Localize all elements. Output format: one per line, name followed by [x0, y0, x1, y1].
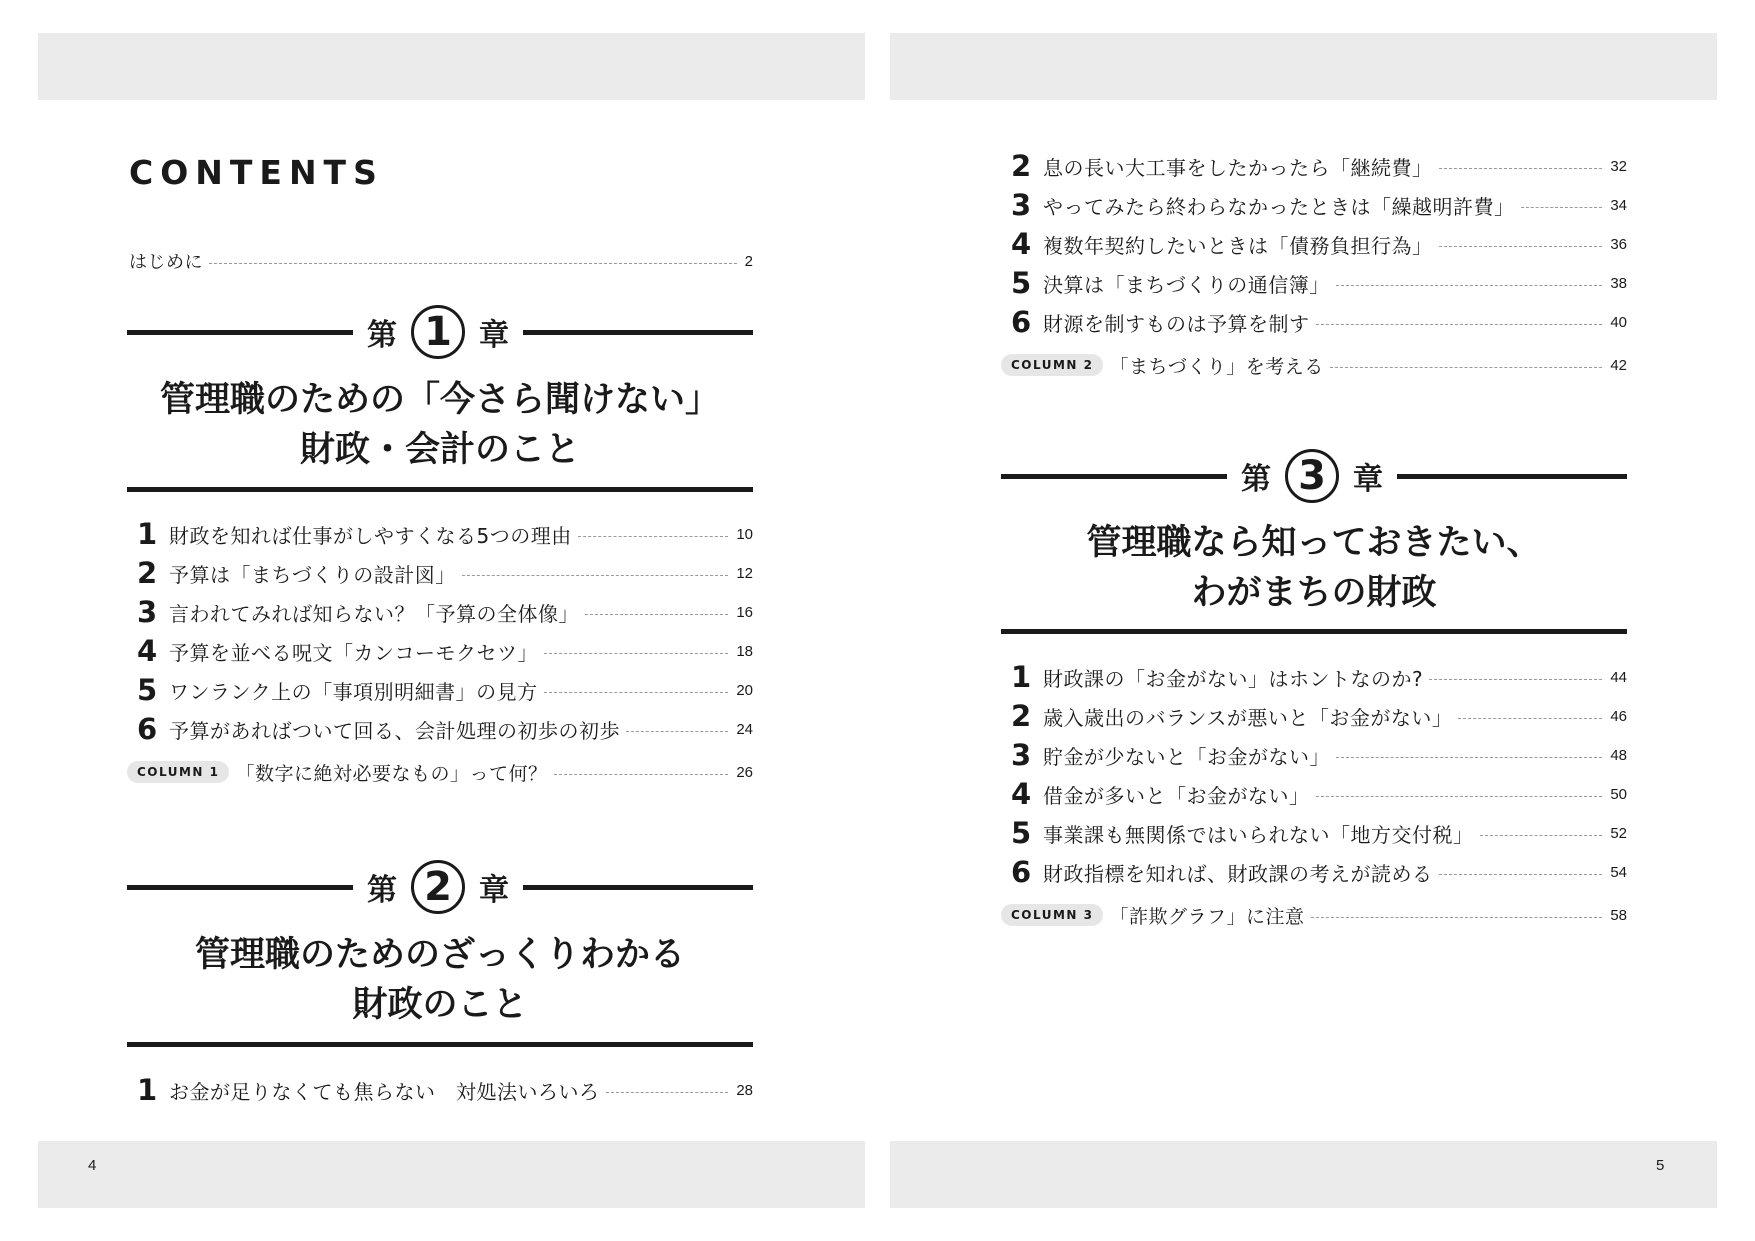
toc-page: 26 — [736, 763, 753, 781]
toc-title: 言われてみれば知らない？「予算の全体像」 — [169, 601, 579, 626]
toc-num: 1 — [137, 516, 158, 551]
toc-title: 予算があればついて回る、会計処理の初歩の初歩 — [169, 718, 620, 743]
toc-num: 4 — [1011, 776, 1032, 811]
toc-title: 予算は「まちづくりの設計図」 — [169, 562, 456, 587]
toc-page: 58 — [1610, 906, 1627, 924]
toc-title: 「数字に絶対必要なもの」って何？ — [235, 762, 548, 785]
leader-dots — [209, 263, 737, 264]
leader-dots — [1336, 285, 1603, 286]
toc-page: 40 — [1610, 313, 1627, 331]
toc-title: 財政指標を知れば、財政課の考えが読める — [1043, 861, 1433, 886]
left-top-band — [38, 33, 865, 100]
chapter-1-title — [127, 375, 753, 475]
toc-row[interactable] — [1011, 187, 1627, 222]
toc-title: 財政課の「お金がない」はホントなのか? — [1043, 666, 1424, 691]
toc-title: お金が足りなくても焦らない 対処法いろいろ — [169, 1079, 600, 1104]
chapter-title-line2: 財政・会計のこと — [299, 430, 580, 470]
column-badge: COLUMN 3 — [1001, 904, 1103, 926]
toc-num: 3 — [137, 594, 158, 629]
toc-row[interactable] — [1011, 815, 1627, 850]
chapter-title-line1: 管理職のための「今さら聞けない」 — [159, 380, 720, 420]
toc-row[interactable] — [137, 633, 753, 668]
toc-row[interactable] — [137, 1072, 753, 1107]
left-page-number: 4 — [88, 1157, 97, 1174]
chapter-3-rule — [1001, 629, 1627, 634]
toc-row[interactable] — [1011, 698, 1627, 733]
leader-dots — [1316, 324, 1603, 325]
leader-dots — [606, 1092, 729, 1093]
toc-title: 息の長い大工事をしたかったら「継続費」 — [1043, 155, 1433, 180]
toc-page: 46 — [1610, 707, 1627, 725]
leader-dots — [1458, 718, 1602, 719]
toc-num: 3 — [1011, 737, 1032, 772]
chapter-rule-right — [523, 885, 753, 890]
chapter-number-circle: 1 — [411, 305, 465, 359]
toc-num: 2 — [1011, 698, 1032, 733]
leader-dots — [1439, 168, 1603, 169]
chapter-suffix: 章 — [1353, 462, 1383, 497]
toc-title: 財源を制すものは予算を制す — [1043, 311, 1310, 336]
chapter-prefix: 第 — [367, 318, 397, 353]
toc-title: 貯金が少ないと「お金がない」 — [1043, 744, 1330, 769]
toc-row-column[interactable] — [1001, 350, 1627, 380]
toc-num: 5 — [1011, 815, 1032, 850]
left-bottom-band — [38, 1141, 865, 1208]
chapter-prefix: 第 — [1241, 462, 1271, 497]
toc-num: 2 — [1011, 148, 1032, 183]
right-page-number: 5 — [1656, 1157, 1665, 1174]
toc-title: 財政を知れば仕事がしやすくなる5つの理由 — [169, 523, 572, 548]
chapter-suffix: 章 — [479, 318, 509, 353]
toc-page: 54 — [1610, 863, 1627, 881]
toc-page: 50 — [1610, 785, 1627, 803]
toc-page: 16 — [736, 603, 753, 621]
leader-dots — [1316, 796, 1603, 797]
leader-dots — [1311, 917, 1603, 918]
column-badge: COLUMN 2 — [1001, 354, 1103, 376]
chapter-2-rule — [127, 1042, 753, 1047]
toc-num: 6 — [1011, 854, 1032, 889]
chapter-2-title — [127, 930, 753, 1030]
leader-dots — [544, 653, 728, 654]
toc-title: やってみたら終わらなかったときは「繰越明許費」 — [1043, 194, 1515, 219]
toc-page: 20 — [736, 681, 753, 699]
toc-title: ワンランク上の「事項別明細書」の見方 — [169, 679, 538, 704]
leader-dots — [544, 692, 729, 693]
chapter-title-line2: 財政のこと — [352, 985, 528, 1025]
contents-heading: CONTENTS — [129, 153, 384, 192]
toc-row[interactable] — [1011, 265, 1627, 300]
chapter-rule-left — [127, 330, 353, 335]
toc-num: 3 — [1011, 187, 1032, 222]
chapter-title-line1: 管理職なら知っておきたい、 — [1086, 523, 1542, 563]
toc-row[interactable] — [137, 516, 753, 551]
toc-row[interactable] — [1011, 854, 1627, 889]
toc-page: 44 — [1610, 668, 1627, 686]
toc-title: はじめに — [129, 252, 203, 273]
toc-title: 事業課も無関係ではいられない「地方交付税」 — [1043, 822, 1474, 847]
toc-page: 42 — [1610, 356, 1627, 374]
right-bottom-band — [890, 1141, 1717, 1208]
toc-page: 18 — [736, 642, 753, 660]
toc-num: 5 — [1011, 265, 1032, 300]
right-top-band — [890, 33, 1717, 100]
toc-num: 2 — [137, 555, 158, 590]
chapter-rule-left — [1001, 474, 1227, 479]
column-badge: COLUMN 1 — [127, 761, 229, 783]
chapter-2-header — [127, 860, 753, 914]
leader-dots — [1439, 874, 1603, 875]
toc-row[interactable] — [1011, 776, 1627, 811]
toc-title: 決算は「まちづくりの通信簿」 — [1043, 272, 1330, 297]
toc-row[interactable] — [137, 711, 753, 746]
toc-page: 34 — [1610, 196, 1627, 214]
toc-page: 28 — [736, 1081, 753, 1099]
toc-row[interactable] — [1011, 659, 1627, 694]
chapter-1-header — [127, 305, 753, 359]
chapter-number-circle: 2 — [411, 860, 465, 914]
chapter-suffix: 章 — [479, 873, 509, 908]
toc-title: 「詐欺グラフ」に注意 — [1109, 905, 1305, 928]
toc-title: 予算を並べる呪文「カンコーモクセツ」 — [169, 640, 538, 665]
toc-page: 48 — [1610, 746, 1627, 764]
chapter-title-line2: わがまちの財政 — [1191, 573, 1437, 613]
toc-page: 10 — [736, 525, 753, 543]
toc-num: 1 — [1011, 659, 1032, 694]
toc-num: 5 — [137, 672, 158, 707]
toc-num: 4 — [137, 633, 158, 668]
toc-title: 借金が多いと「お金がない」 — [1043, 783, 1310, 808]
chapter-title-line1: 管理職のためのざっくりわかる — [194, 935, 685, 975]
toc-page: 12 — [736, 564, 753, 582]
toc-num: 4 — [1011, 226, 1032, 261]
chapter-rule-right — [1397, 474, 1627, 479]
toc-row-column[interactable] — [1001, 900, 1627, 930]
chapter-rule-left — [127, 885, 353, 890]
toc-row-intro[interactable] — [129, 246, 753, 276]
toc-row[interactable] — [1011, 148, 1627, 183]
leader-dots — [1439, 246, 1603, 247]
chapter-number-circle: 3 — [1285, 449, 1339, 503]
leader-dots — [1336, 757, 1602, 758]
toc-row[interactable] — [1011, 737, 1627, 772]
toc-page: 2 — [744, 252, 753, 270]
toc-title: 複数年契約したいときは「債務負担行為」 — [1043, 233, 1433, 258]
toc-num: 6 — [137, 711, 158, 746]
toc-row[interactable] — [137, 672, 753, 707]
toc-page: 24 — [736, 720, 753, 738]
chapter-rule-right — [523, 330, 753, 335]
chapter-prefix: 第 — [367, 873, 397, 908]
toc-row[interactable] — [137, 594, 753, 629]
toc-num: 1 — [137, 1072, 158, 1107]
leader-dots — [554, 774, 729, 775]
toc-title: 「まちづくり」を考える — [1109, 355, 1324, 378]
toc-page: 52 — [1610, 824, 1627, 842]
toc-page: 36 — [1610, 235, 1627, 253]
leader-dots — [462, 575, 729, 576]
leader-dots — [626, 731, 728, 732]
leader-dots — [578, 536, 729, 537]
toc-page: 32 — [1610, 157, 1627, 175]
leader-dots — [1429, 679, 1602, 680]
chapter-1-rule — [127, 487, 753, 492]
toc-num: 6 — [1011, 304, 1032, 339]
toc-row-column[interactable] — [127, 757, 753, 787]
toc-title: 歳入歳出のバランスが悪いと「お金がない」 — [1043, 705, 1453, 730]
chapter-3-header — [1001, 449, 1627, 503]
leader-dots — [585, 614, 728, 615]
toc-row[interactable] — [137, 555, 753, 590]
leader-dots — [1330, 367, 1603, 368]
toc-page: 38 — [1610, 274, 1627, 292]
toc-row[interactable] — [1011, 226, 1627, 261]
leader-dots — [1521, 207, 1603, 208]
leader-dots — [1480, 835, 1603, 836]
chapter-3-title — [1001, 518, 1627, 618]
toc-row[interactable] — [1011, 304, 1627, 339]
